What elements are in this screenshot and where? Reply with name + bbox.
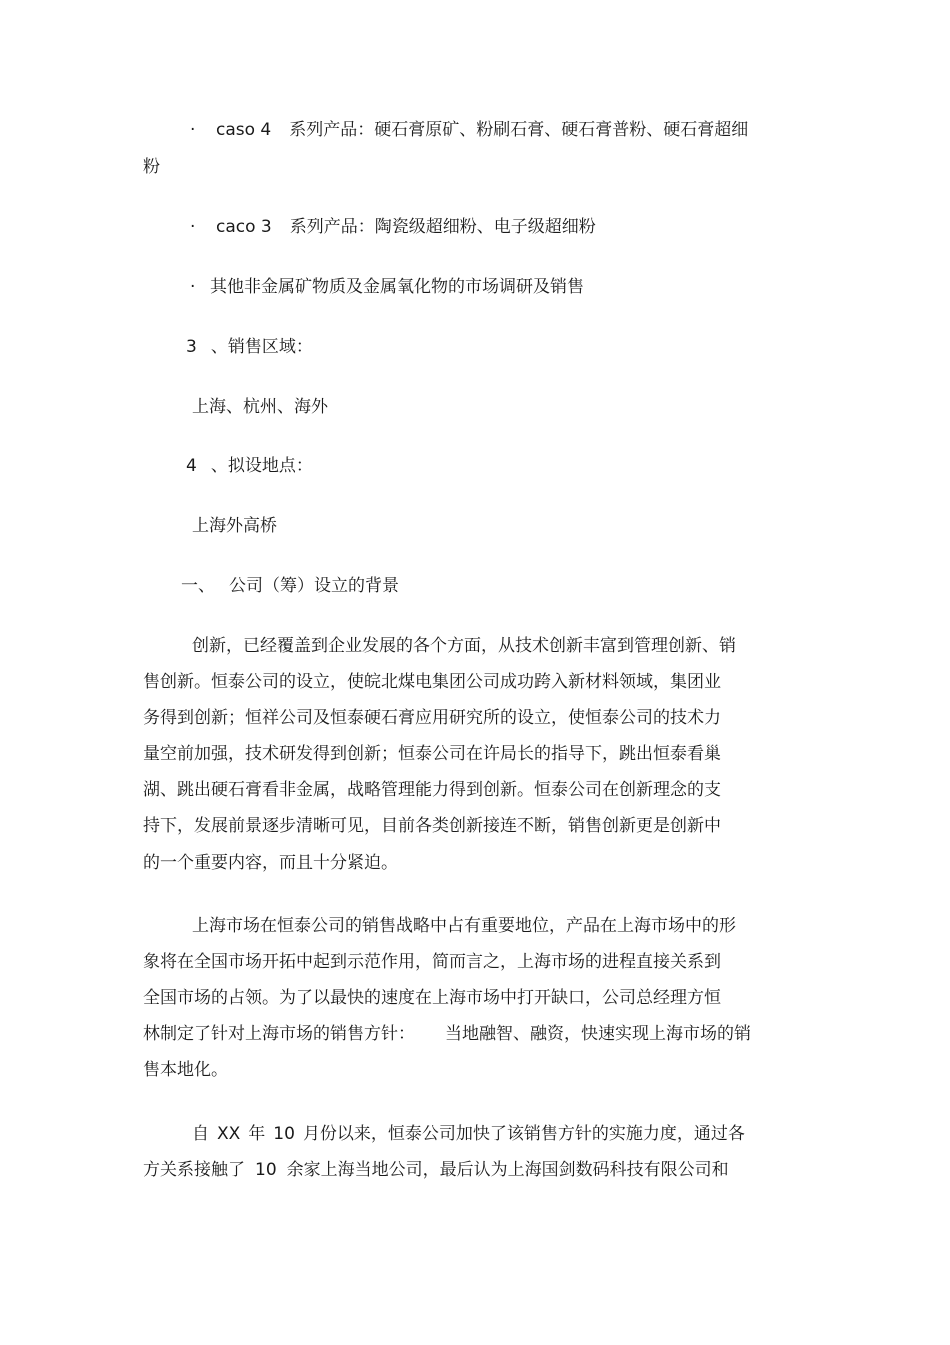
text-run: XX: [217, 1124, 241, 1144]
section-title: 、销售区域：: [210, 337, 313, 357]
paragraph-line: 象将在全国市场开拓中起到示范作用，简而言之，上海市场的进程直接关系到: [143, 952, 721, 972]
bullet-dot: ·: [190, 277, 196, 297]
paragraph-line: 上海市场在恒泰公司的销售战略中占有重要地位，产品在上海市场中的形: [192, 916, 736, 936]
paragraph-line: 湖、跳出硬石膏看非金属，战略管理能力得到创新。恒泰公司在创新理念的支: [143, 780, 721, 800]
text-run: 10: [255, 1160, 277, 1180]
location-content: 上海外高桥: [192, 516, 277, 536]
other-business-text: 其他非金属矿物质及金属氧化物的市场调研及销售: [210, 277, 584, 297]
bullet-dot: ·: [190, 217, 196, 237]
bullet-dot: ·: [190, 120, 196, 140]
sales-policy-text: 当地融智、融资，快速实现上海市场的销: [445, 1024, 751, 1044]
paragraph-line: [143, 1023, 751, 1045]
sales-region-content: 上海、杭州、海外: [192, 397, 328, 417]
bullet-item-caco3: [190, 216, 596, 238]
section-title: 、拟设地点：: [210, 456, 313, 476]
sales-policy-label: 林制定了针对上海市场的销售方针：: [143, 1024, 415, 1044]
paragraph-line: 售创新。恒泰公司的设立，使皖北煤电集团公司成功跨入新材料领域，集团业: [143, 672, 721, 692]
section-number: 4: [186, 456, 197, 476]
heading-background: [181, 575, 399, 597]
paragraph-line: 全国市场的占领。为了以最快的速度在上海市场中打开缺口，公司总经理方恒: [143, 988, 721, 1008]
paragraph-line: 量空前加强，技术研发得到创新；恒泰公司在许局长的指导下，跳出恒泰看巢: [143, 744, 721, 764]
text-run: 自: [192, 1124, 209, 1144]
text-run: 方关系接触了: [143, 1160, 245, 1180]
bullet-item-caso4: [190, 119, 748, 141]
product-code: caso 4: [216, 120, 272, 140]
bullet-item-wrap: 粉: [143, 157, 160, 177]
text-run: 年: [248, 1124, 266, 1144]
paragraph-line: 的一个重要内容，而且十分紧迫。: [143, 853, 398, 873]
section-location-heading: [186, 455, 313, 477]
bullet-item-other: [190, 276, 584, 298]
product-code: caco 3: [216, 217, 272, 237]
section-sales-region-heading: [186, 336, 313, 358]
product-series-text: 系列产品：陶瓷级超细粉、电子级超细粉: [289, 217, 596, 237]
paragraph-line: 务得到创新；恒祥公司及恒泰硬石膏应用研究所的设立，使恒泰公司的技术力: [143, 708, 721, 728]
heading-title: 公司（筹）设立的背景: [229, 576, 399, 596]
paragraph-line: 售本地化。: [143, 1060, 228, 1080]
paragraph-line: 创新，已经覆盖到企业发展的各个方面，从技术创新丰富到管理创新、销: [192, 636, 736, 656]
text-run: 余家上海当地公司，最后认为上海国剑数码科技有限公司和: [286, 1160, 729, 1180]
section-number: 3: [186, 337, 197, 357]
text-run: 月份以来，恒泰公司加快了该销售方针的实施力度，通过各: [302, 1124, 745, 1144]
paragraph-line: [192, 1123, 745, 1145]
heading-number: 一、: [181, 576, 215, 596]
paragraph-line: [143, 1159, 729, 1181]
text-run: 10: [273, 1124, 295, 1144]
paragraph-line: 持下，发展前景逐步清晰可见，目前各类创新接连不断，销售创新更是创新中: [143, 816, 721, 836]
product-series-text: 系列产品：硬石膏原矿、粉刷石膏、硬石膏普粉、硬石膏超细: [289, 120, 749, 140]
